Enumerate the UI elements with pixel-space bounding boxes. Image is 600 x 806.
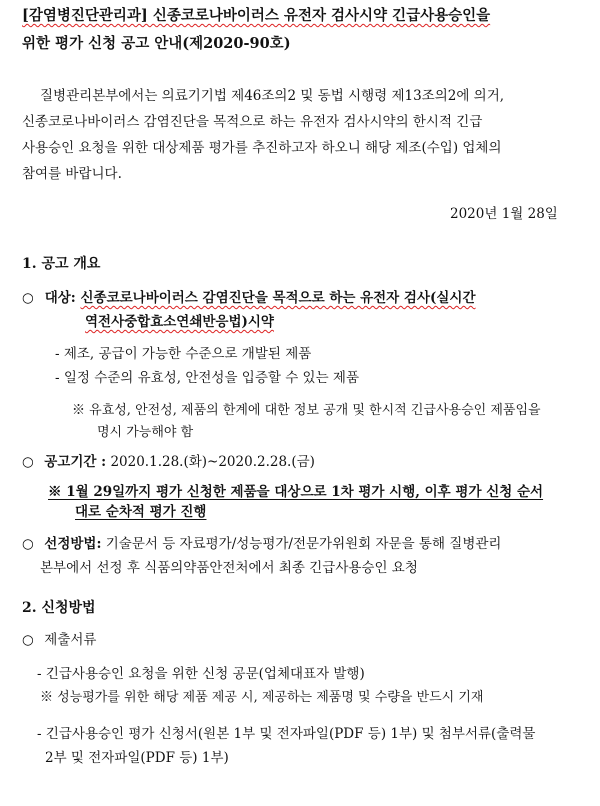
section-2-heading: 2. 신청방법 bbox=[22, 600, 96, 616]
period-note-line-1: ※ 1월 29일까지 평가 신청한 제품을 대상으로 1차 평가 시행, 이후 평가 신청 순서 bbox=[48, 484, 544, 500]
target-text-line-1: 신종코로나바이러스 감염진단을 목적으로 하는 유전자 검사(실시간 bbox=[80, 290, 476, 306]
docs-item-1: - 긴급사용승인 요청을 위한 신청 공문(업체대표자 발행) bbox=[37, 666, 365, 682]
intro-line-1: 질병관리본부에서는 의료기기법 제46조의2 및 동법 시행령 제13조의2에 의거, bbox=[40, 88, 505, 104]
method-text-line-2: 본부에서 선정 후 식품의약품안전처에서 최종 긴급사용승인 요청 bbox=[40, 560, 418, 576]
target-note-line-2: 명시 가능해야 함 bbox=[97, 425, 194, 440]
docs-item-2-line-2: 2부 및 전자파일(PDF 등) 1부) bbox=[45, 750, 229, 766]
target-text-line-2: 역전사중합효소연쇄반응법)시약 bbox=[85, 314, 274, 330]
period-item bbox=[22, 452, 315, 472]
period-label: 공고기간 : bbox=[44, 454, 107, 470]
intro-line-2: 신종코로나바이러스 감염진단을 목적으로 하는 유전자 검사시약의 한시적 긴급 bbox=[22, 114, 483, 130]
circle-bullet-icon: ○ bbox=[22, 454, 34, 470]
docs-item-1-note: ※ 성능평가를 위한 해당 제품 제공 시, 제공하는 제품명 및 수량을 반드시 기재 bbox=[40, 690, 484, 705]
intro-line-3: 사용승인 요청을 위한 대상제품 평가를 추진하고자 하오니 해당 제조(수입) 업체의 bbox=[22, 140, 502, 156]
target-label: 대상: bbox=[44, 290, 76, 306]
docs-item bbox=[22, 630, 96, 650]
method-text-line-1: 기술문서 등 자료평가/성능평가/전문가위원회 자문을 통해 질병관리 bbox=[105, 536, 502, 552]
title-line-2: 위한 평가 신청 공고 안내(제2020-90호) bbox=[22, 35, 291, 52]
requirement-1: - 제조, 공급이 가능한 수준으로 개발된 제품 bbox=[55, 346, 312, 362]
intro-line-4: 참여를 바랍니다. bbox=[22, 166, 122, 182]
circle-bullet-icon: ○ bbox=[22, 632, 34, 648]
period-note-line-2: 대로 순차적 평가 진행 bbox=[75, 504, 207, 520]
docs-label: 제출서류 bbox=[44, 632, 97, 648]
docs-item-2-line-1: - 긴급사용승인 평가 신청서(원본 1부 및 전자파일(PDF 등) 1부) 및 첨부서류(출력물 bbox=[37, 726, 536, 742]
target-item bbox=[22, 288, 476, 308]
method-item bbox=[22, 534, 501, 554]
title-line-1: [감염병진단관리과] 신종코로나바이러스 유전자 검사시약 긴급사용승인을 bbox=[22, 7, 491, 24]
circle-bullet-icon: ○ bbox=[22, 290, 34, 306]
section-1-heading: 1. 공고 개요 bbox=[22, 256, 101, 272]
period-value: 2020.1.28.(화)~2020.2.28.(금) bbox=[110, 454, 315, 470]
requirement-2: - 일정 수준의 유효성, 안전성을 입증할 수 있는 제품 bbox=[55, 370, 360, 386]
circle-bullet-icon: ○ bbox=[22, 536, 34, 552]
notice-date: 2020년 1월 28일 bbox=[450, 206, 558, 222]
target-note-line-1: ※ 유효성, 안전성, 제품의 한계에 대한 정보 공개 및 한시적 긴급사용승인 제품임을 bbox=[72, 403, 541, 418]
method-label: 선정방법: bbox=[44, 536, 102, 552]
